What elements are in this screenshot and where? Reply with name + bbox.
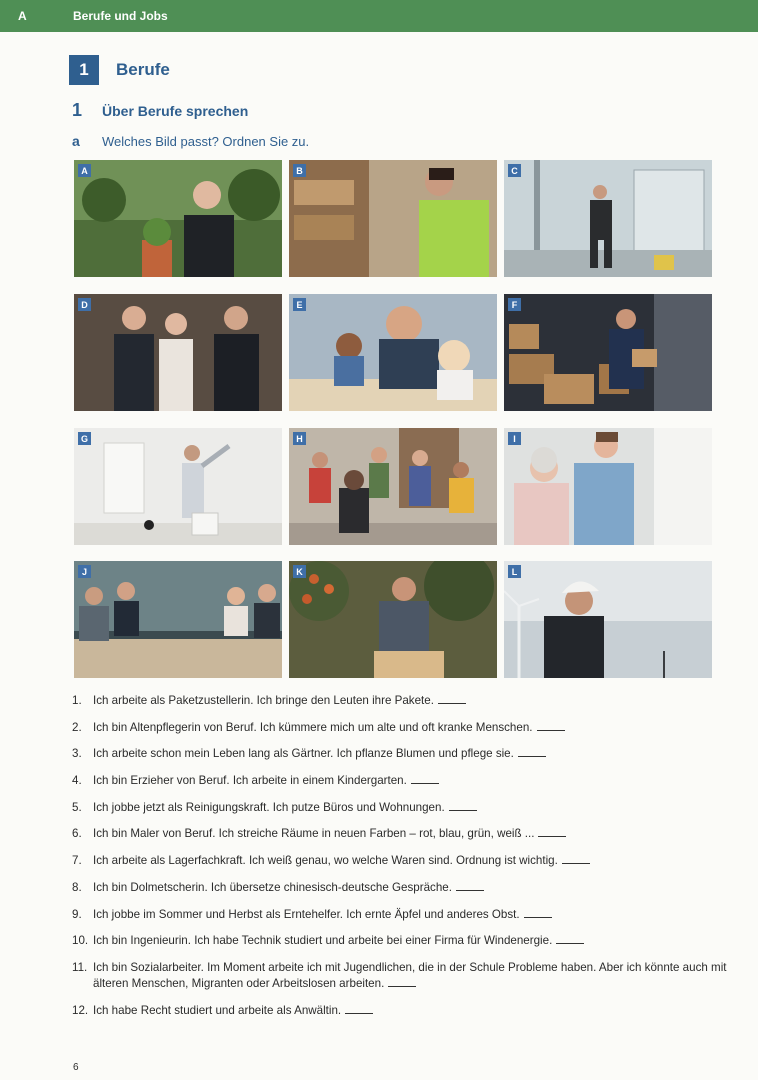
photo-label: A <box>78 164 91 177</box>
photo-a <box>74 160 282 277</box>
photo-label: C <box>508 164 521 177</box>
task-instruction <box>72 133 309 149</box>
task-letter: a <box>72 133 80 149</box>
parcel-delivery-photo-icon <box>504 294 712 411</box>
answer-blank[interactable] <box>438 694 466 704</box>
section-number: 1 <box>72 100 83 120</box>
answer-blank[interactable] <box>537 721 565 731</box>
photo-i <box>504 428 712 545</box>
list-item: 12. Ich habe Recht studiert und arbeite als Anwältin. <box>72 1003 732 1019</box>
unit-title: Berufe <box>116 60 170 79</box>
exercise-list <box>72 693 732 1029</box>
group-discussion-photo-icon <box>289 428 497 545</box>
list-item: 4. Ich bin Erzieher von Beruf. Ich arbeite in einem Kindergarten. <box>72 773 732 789</box>
photo-e <box>289 294 497 411</box>
list-item: 3. Ich arbeite schon mein Leben lang als Gärtner. Ich pflanze Blumen und pflege sie. <box>72 746 732 762</box>
photo-label: H <box>293 432 306 445</box>
list-item: 6. Ich bin Maler von Beruf. Ich streiche Räume in neuen Farben – rot, blau, grün, weiß ... <box>72 826 732 842</box>
answer-blank[interactable] <box>456 881 484 891</box>
caregiver-photo-icon <box>504 428 712 545</box>
photo-label: K <box>293 565 306 578</box>
answer-blank[interactable] <box>388 977 416 987</box>
photo-h <box>289 428 497 545</box>
warehouse-worker-photo-icon <box>289 160 497 277</box>
answer-blank[interactable] <box>345 1004 373 1014</box>
list-item: 7. Ich arbeite als Lagerfachkraft. Ich weiß genau, wo welche Waren sind. Ordnung ist wichtig. <box>72 853 732 869</box>
photo-k <box>289 561 497 678</box>
unit-number-badge: 1 <box>69 55 99 85</box>
business-meeting-photo-icon <box>74 294 282 411</box>
photo-b <box>289 160 497 277</box>
task-text: Welches Bild passt? Ordnen Sie zu. <box>102 134 310 149</box>
gardener-photo-icon <box>74 160 282 277</box>
answer-blank[interactable] <box>556 934 584 944</box>
list-item: 11. Ich bin Sozialarbeiter. Im Moment arbeite ich mit Jugendlichen, die in der Schule Probleme haben. Aber ich könnte auch mit älteren Menschen, Migranten oder Arbeitslosen arbeiten. <box>72 960 727 990</box>
photo-label: D <box>78 298 91 311</box>
answer-blank[interactable] <box>538 827 566 837</box>
photo-label: F <box>508 298 521 311</box>
answer-blank[interactable] <box>562 854 590 864</box>
conference-photo-icon <box>74 561 282 678</box>
harvest-photo-icon <box>289 561 497 678</box>
unit-heading <box>69 55 170 85</box>
photo-c <box>504 160 712 277</box>
answer-blank[interactable] <box>524 908 552 918</box>
photo-label: E <box>293 298 306 311</box>
chapter-header-bar <box>0 0 758 32</box>
kindergarten-photo-icon <box>289 294 497 411</box>
section-title: Über Berufe sprechen <box>102 103 249 119</box>
photo-label: G <box>78 432 91 445</box>
photo-label: B <box>293 164 306 177</box>
section-heading <box>72 100 248 121</box>
list-item: 1. Ich arbeite als Paketzustellerin. Ich bringe den Leuten ihre Pakete. <box>72 693 732 709</box>
engineer-wind-photo-icon <box>504 561 712 678</box>
list-item: 9. Ich jobbe im Sommer und Herbst als Erntehelfer. Ich ernte Äpfel und anderes Obst. <box>72 907 732 923</box>
answer-blank[interactable] <box>518 747 546 757</box>
photo-l <box>504 561 712 678</box>
painter-photo-icon <box>74 428 282 545</box>
answer-blank[interactable] <box>411 774 439 784</box>
chapter-letter: A <box>18 9 27 23</box>
photo-label: I <box>508 432 521 445</box>
photo-f <box>504 294 712 411</box>
cleaner-photo-icon <box>504 160 712 277</box>
photo-label: L <box>508 565 521 578</box>
photo-d <box>74 294 282 411</box>
chapter-title: Berufe und Jobs <box>73 9 168 23</box>
page-number: 6 <box>73 1062 79 1073</box>
list-item: 5. Ich jobbe jetzt als Reinigungskraft. Ich putze Büros und Wohnungen. <box>72 800 732 816</box>
list-item: 8. Ich bin Dolmetscherin. Ich übersetze chinesisch-deutsche Gespräche. <box>72 880 732 896</box>
photo-g <box>74 428 282 545</box>
list-item: 2. Ich bin Altenpflegerin von Beruf. Ich kümmere mich um alte und oft kranke Menschen. <box>72 720 732 736</box>
photo-label: J <box>78 565 91 578</box>
answer-blank[interactable] <box>449 801 477 811</box>
list-item: 10. Ich bin Ingenieurin. Ich habe Technik studiert und arbeite bei einer Firma für Windenergie. <box>72 933 732 949</box>
photo-j <box>74 561 282 678</box>
